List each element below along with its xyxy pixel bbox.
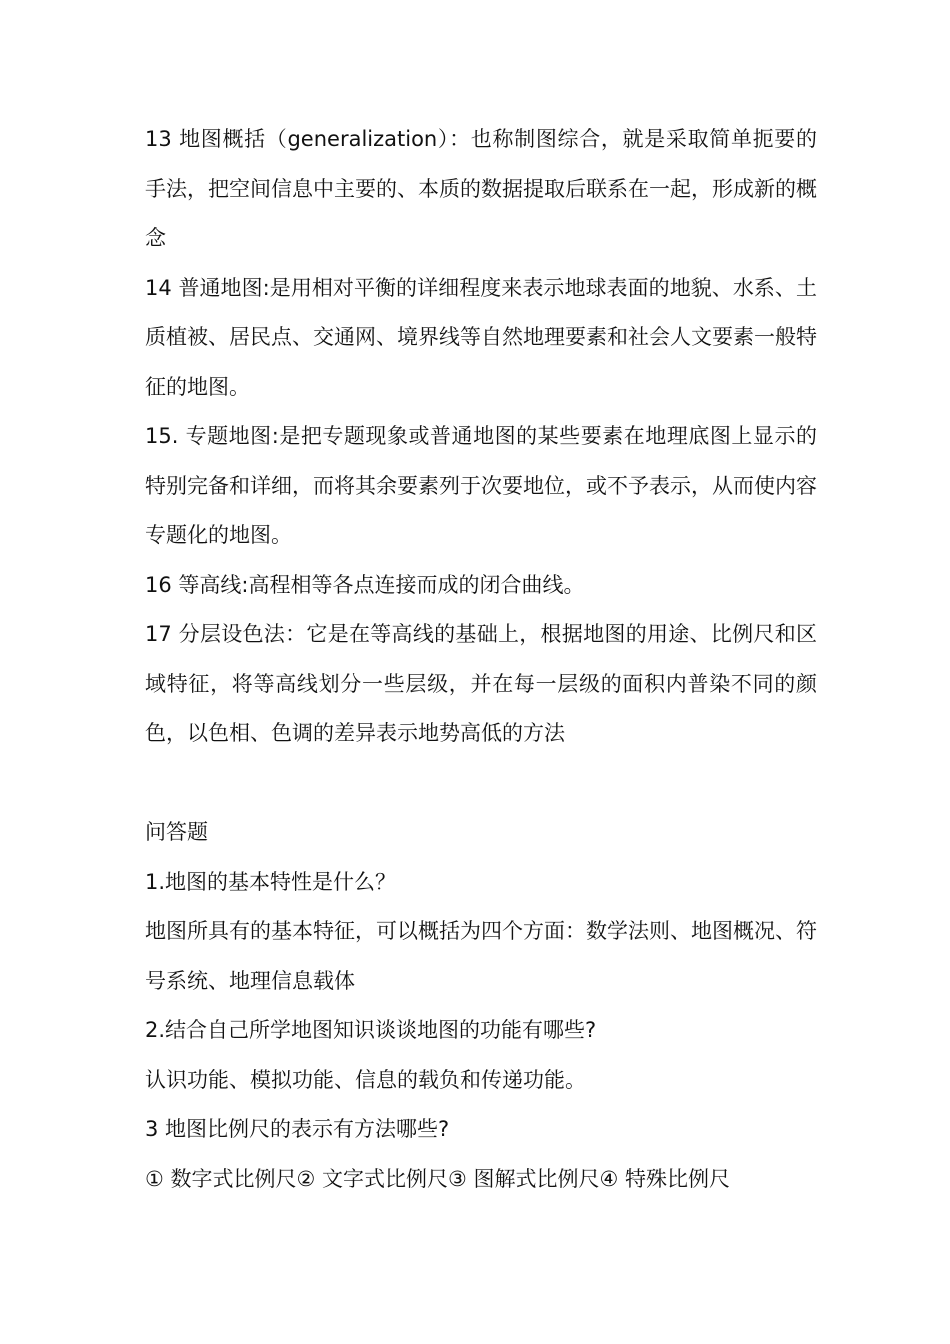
paragraph-13-map-generalization: 13 地图概括（generalization）：也称制图综合，就是采取简单扼要的手法，把空间信息中主要的、本质的数据提取后联系在一起，形成新的概念 — [145, 127, 817, 250]
qa-heading: 问答题 — [145, 820, 208, 844]
paragraph-14-general-map: 14 普通地图:是用相对平衡的详细程度来表示地球表面的地貌、水系、土质植被、居民点、交通网、境界线等自然地理要素和社会人文要素一般特征的地图。 — [145, 275, 817, 399]
answer-2: 认识功能、模拟功能、信息的载负和传递功能。 — [145, 1067, 586, 1092]
answer-1: 地图所具有的基本特征，可以概括为四个方面：数学法则、地图概况、符号系统、地理信息载体 — [145, 919, 817, 993]
section-spacer — [145, 759, 817, 809]
paragraph-16-contour-line: 16 等高线:高程相等各点连接而成的闭合曲线。 — [145, 572, 585, 597]
question-2: 2.结合自己所学地图知识谈谈地图的功能有哪些? — [145, 1018, 597, 1042]
paragraph-15-thematic-map: 15. 专题地图:是把专题现象或普通地图的某些要素在地理底图上显示的特别完备和详细，而将其余要素列于次要地位，或不予表示，从而使内容专题化的地图。 — [145, 424, 817, 547]
document-body — [145, 115, 817, 1204]
paragraph-17-layered-tint: 17 分层设色法：它是在等高线的基础上，根据地图的用途、比例尺和区域特征，将等高线划分一些层级，并在每一层级的面积内普染不同的颜色，以色相、色调的差异表示地势高低的方法 — [145, 622, 817, 745]
question-1: 1.地图的基本特性是什么？ — [145, 869, 397, 894]
question-3: 3 地图比例尺的表示有方法哪些? — [145, 1117, 450, 1141]
answer-3: ① 数字式比例尺② 文字式比例尺③ 图解式比例尺④ 特殊比例尺 — [145, 1166, 731, 1191]
